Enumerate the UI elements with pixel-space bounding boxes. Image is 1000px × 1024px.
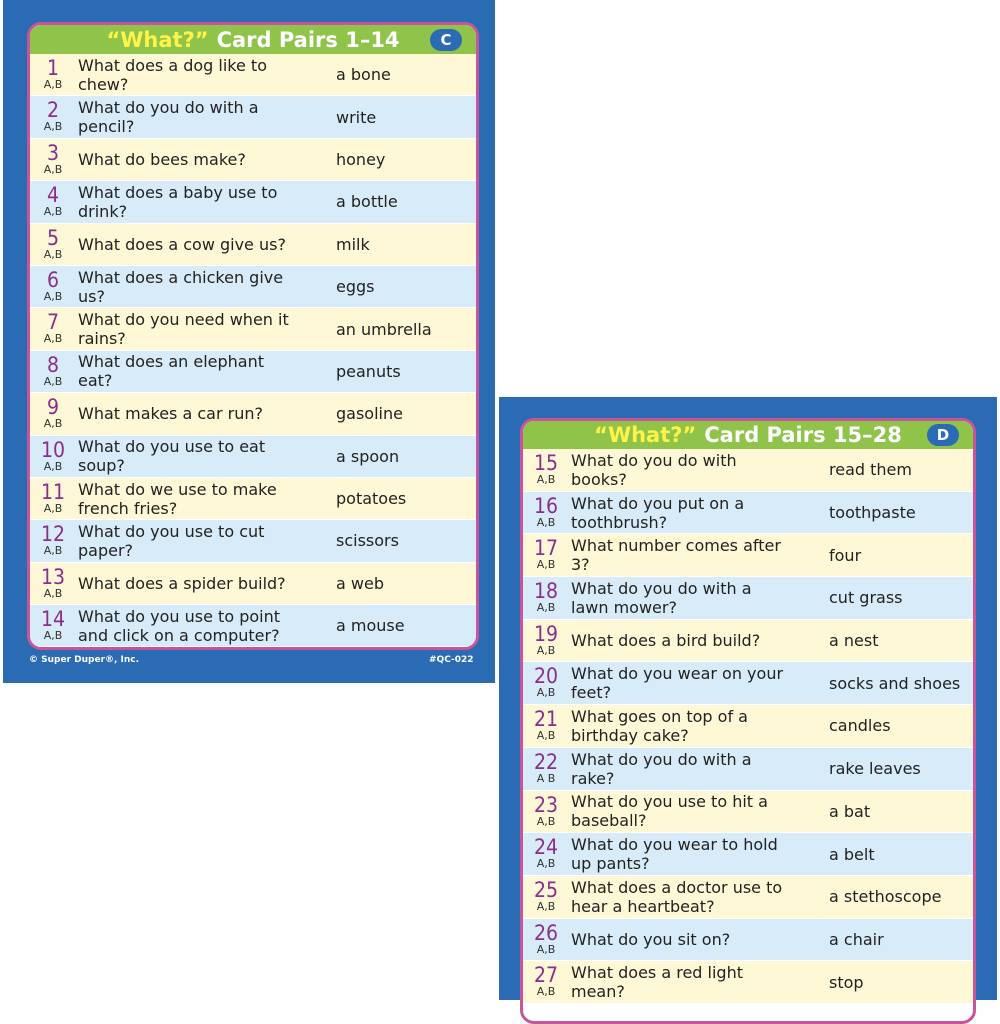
question-text: What number comes after 3? [571,536,781,575]
question-text: What do you sit on? [571,929,731,949]
card-number-value: 9 [46,395,60,420]
question-cell [523,705,797,747]
answer-cell: candles [797,705,973,747]
card-number [531,453,561,486]
question-text: What does a red light mean? [571,963,743,1002]
card-number [531,581,561,614]
card-d-title-quote: “What?” [594,423,697,447]
table-row [30,436,476,478]
table-row [523,876,973,919]
question-cell [30,478,304,519]
question-cell [30,139,304,180]
question-text: What does a cow give us? [78,234,286,254]
card-d-badge: D [927,424,959,446]
question-cell [523,791,797,833]
card-number [531,666,561,699]
question-cell [523,577,797,619]
card-number [38,58,68,91]
card-d-rows [523,449,973,1004]
answer-cell: honey [304,139,476,180]
question-cell [30,393,304,434]
card-number-value: 18 [533,579,559,604]
table-row [523,620,973,663]
card-number [531,749,561,785]
answer-cell: a web [304,563,476,604]
card-side-label: A,B [43,78,63,91]
question-text: What do you wear on your feet? [571,664,784,703]
card-number-value: 27 [533,963,559,988]
card-side-label: A,B [536,643,556,657]
card-side-label: A,B [43,247,63,261]
question-text: What do you do with a lawn mower? [571,578,752,617]
question-text: What do you use to eat soup? [78,437,266,476]
question-text: What do you use to hit a baseball? [571,792,768,831]
card-number [531,709,561,742]
table-row [30,181,476,223]
card-number-value: 2 [46,98,60,123]
question-cell [30,436,304,477]
answer-cell: cut grass [797,577,973,619]
answer-cell: socks and shoes [797,662,973,704]
question-cell [523,748,797,790]
card-side-label: A,B [536,814,556,828]
question-text: What do you wear to hold up pants? [571,835,778,874]
answer-cell: a bottle [304,181,476,222]
card-d-title: Card Pairs 15–28 [704,423,902,447]
card-side-label: A,B [536,985,556,999]
card-side-label: A,B [43,629,63,643]
question-cell [523,919,797,961]
card-number-value: 1 [46,56,60,80]
card-number-value: 15 [533,451,559,475]
card-number [38,267,68,303]
answer-cell: a stethoscope [797,876,973,918]
table-row [523,961,973,1004]
card-side-label: A,B [536,942,556,956]
card-c-title-banner [30,25,476,54]
answer-cell: a mouse [304,605,476,646]
card-side-label: A,B [43,120,63,134]
question-cell [523,662,797,704]
answer-cell: potatoes [304,478,476,519]
table-row [30,266,476,308]
card-c-badge: C [430,29,462,51]
question-text: What does an elephant eat? [78,352,265,391]
card-number-value: 8 [46,352,60,377]
card-side-label: A,B [536,515,556,529]
table-row [30,393,476,435]
table-row [30,563,476,605]
card-c-copyright: © Super Duper®, Inc. [29,655,140,665]
card-number-value: 10 [40,437,66,462]
answer-cell: four [797,534,973,576]
answer-cell: a belt [797,833,973,875]
answer-cell: milk [304,224,476,265]
card-c-rows [30,54,476,647]
card-number [531,792,561,828]
card-number [531,877,561,913]
question-cell [30,181,304,222]
card-side-label: A,B [536,686,556,700]
card-side-label: A,B [43,332,63,346]
question-text: What do you use to cut paper? [78,521,265,560]
table-row [30,605,476,647]
card-number [38,437,68,473]
answer-cell: a spoon [304,436,476,477]
card-number [38,140,68,176]
answer-cell: an umbrella [304,308,476,349]
question-text: What makes a car run? [78,404,263,424]
card-number [38,524,68,557]
card-d [499,397,997,1000]
question-cell [523,876,797,918]
question-cell [30,96,304,137]
table-row [523,534,973,577]
card-number-value: 25 [533,877,559,902]
card-number-value: 23 [533,792,559,817]
answer-cell: stop [797,961,973,1003]
card-number-value: 26 [533,920,559,945]
question-cell [30,520,304,561]
card-number-value: 7 [46,310,60,335]
card-c-product-code: #QC-022 [429,655,474,665]
question-cell [523,833,797,875]
card-number-value: 24 [533,835,559,860]
answer-cell: peanuts [304,351,476,392]
question-cell [30,563,304,604]
question-text: What do we use to make french fries? [78,479,277,518]
answer-cell: scissors [304,520,476,561]
card-number [531,621,561,657]
card-number [38,100,68,133]
question-text: What do you do with a rake? [571,749,752,788]
question-cell [30,308,304,349]
table-row [523,449,973,492]
table-row [30,351,476,393]
card-number-value: 13 [40,564,66,589]
card-number [38,352,68,388]
table-row [523,748,973,791]
card-number [531,965,561,998]
card-side-label: A,B [536,473,556,486]
answer-cell: a chair [797,919,973,961]
card-side-label: A,B [43,501,63,515]
table-row [30,520,476,562]
card-side-label: A,B [536,729,556,743]
table-row [523,492,973,535]
table-row [523,919,973,962]
card-number-value: 19 [533,621,559,646]
card-side-label: A,B [43,205,63,219]
card-side-label: A,B [536,857,556,871]
card-number [531,920,561,956]
card-number-value: 14 [40,607,66,632]
table-row [30,54,476,96]
card-side-label: A,B [536,558,556,572]
card-number-value: 4 [46,183,60,208]
card-number [531,538,561,571]
card-c [3,0,495,683]
table-row [30,224,476,266]
table-row [523,791,973,834]
table-row [30,96,476,138]
card-number [38,312,68,345]
question-text: What do you need when it rains? [78,310,289,349]
question-text: What does a baby use to drink? [78,182,278,221]
question-cell [30,605,304,646]
card-c-title: Card Pairs 1–14 [216,27,400,52]
question-cell [30,224,304,265]
question-text: What does a doctor use to hear a heartbeat? [571,877,783,916]
card-number [531,837,561,870]
answer-cell: rake leaves [797,748,973,790]
card-number [38,397,68,430]
answer-cell: a bat [797,791,973,833]
table-row [30,308,476,350]
question-cell [523,534,797,576]
card-c-title-quote: “What?” [106,27,209,52]
question-cell [523,449,797,491]
card-side-label: A,B [536,601,556,615]
card-number [38,609,68,642]
question-text: What does a chicken give us? [78,267,284,306]
card-side-label: A,B [43,289,63,303]
card-d-panel [520,418,976,1024]
table-row [523,705,973,748]
table-row [523,662,973,705]
question-text: What do you put on a toothbrush? [571,493,745,532]
question-text: What goes on top of a birthday cake? [571,706,748,745]
card-side-label: A,B [43,162,63,176]
card-number-value: 20 [533,664,559,689]
card-d-title-banner [523,421,973,449]
card-number-value: 3 [46,140,60,165]
card-number [531,493,561,529]
question-cell [30,54,304,95]
question-text: What do you do with a pencil? [78,98,259,137]
card-side-label: A,B [536,899,556,913]
card-number-value: 22 [533,749,559,774]
card-number-value: 16 [533,493,559,518]
question-text: What do bees make? [78,149,246,169]
card-number [38,479,68,515]
table-row [523,577,973,620]
table-row [30,139,476,181]
answer-cell: write [304,96,476,137]
card-number-value: 17 [533,536,559,561]
card-side-label: A,B [43,544,63,558]
question-cell [30,351,304,392]
question-text: What does a spider build? [78,573,286,593]
card-number-value: 11 [40,479,66,504]
card-number-value: 5 [46,225,60,250]
table-row [30,478,476,520]
card-number-value: 6 [46,267,60,292]
question-cell [523,620,797,662]
question-cell [523,492,797,534]
card-number [38,564,68,600]
card-side-label: A,B [43,586,63,600]
card-number-value: 21 [533,707,559,732]
card-c-panel [27,22,479,650]
card-side-label: A B [536,771,556,785]
card-side-label: A,B [43,417,63,431]
card-number [38,225,68,261]
answer-cell: a nest [797,620,973,662]
card-number-value: 12 [40,522,66,547]
card-number [38,185,68,218]
table-row [523,833,973,876]
card-side-label: A,B [43,459,63,473]
answer-cell: a bone [304,54,476,95]
answer-cell: eggs [304,266,476,307]
answer-cell: read them [797,449,973,491]
question-cell [523,961,797,1003]
question-cell [30,266,304,307]
question-text: What does a dog like to chew? [78,55,267,94]
question-text: What do you do with books? [571,450,737,489]
question-text: What do you use to point and click on a computer? [78,606,280,645]
answer-cell: gasoline [304,393,476,434]
question-text: What does a bird build? [571,631,761,651]
answer-cell: toothpaste [797,492,973,534]
card-side-label: A,B [43,374,63,388]
